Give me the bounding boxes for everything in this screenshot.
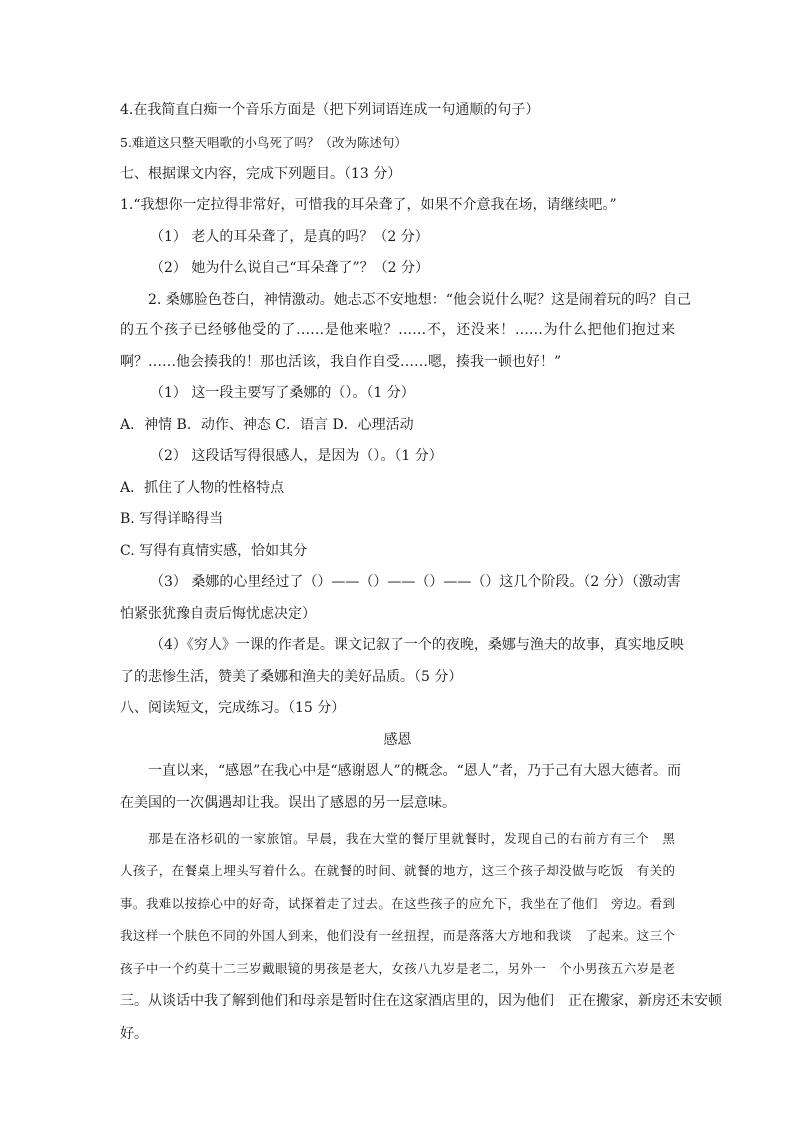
passage-para2-line3: 事。我难以按捺心中的好奇，试探着走了过去。在这些孩子的应允下，我坐在了他们 旁边。看到: [120, 896, 675, 911]
s7-q2-passage-line2: 的五个孩子已经够他受的了……是他来啦？……不，还没来！……为什么把他们抱过来: [120, 322, 675, 338]
s7-q1-sub2: （2） 她为什么说自己“耳朵聋了”？（2 分）: [150, 260, 430, 276]
passage-para2-line5: 孩子中一个约莫十二三岁戴眼镜的男孩是老大，女孩八九岁是老二，另外一 个小男孩五六岁是老: [120, 961, 675, 976]
passage-para1-line2: 在美国的一次偶遇却让我。误出了感恩的另一层意味。: [120, 795, 456, 811]
section-7-heading: 七、根据课文内容，完成下列题目。（13 分）: [120, 166, 402, 182]
s7-q2-passage-line3: 啊？……他会揍我的！那也活该，我自作自受……嗯，揍我一顿也好！”: [120, 354, 562, 370]
s7-q2-sub4-line1: （4）《穷人》一课的作者是。课文记叙了一个的夜晚，桑娜与渔夫的故事，真实地反映: [150, 637, 684, 653]
s7-q2-passage-line1: 2. 桑娜脸色苍白，神情激动。她忐忑不安地想：“他会说什么呢？这是闹着玩的吗？自己: [148, 292, 691, 308]
passage-para1-line1: 一直以来，“感恩”在我心中是“感谢恩人”的概念。“恩人”者，乃于己有大恩大德者。而: [148, 763, 681, 779]
s7-q1-sub1: （1） 老人的耳朵聋了，是真的吗？（2 分）: [150, 229, 429, 245]
passage-para2-line1: 那是在洛杉矶的一家旅馆。早晨，我在大堂的餐厅里就餐时，发现自己的右前方有三个 黑: [148, 831, 675, 846]
passage-para2-line7: 好。: [120, 1026, 148, 1042]
s7-q2-sub3-line1: （3） 桑娜的心里经过了（）——（）——（）——（）这几个阶段。（2 分）（激动害: [150, 574, 681, 590]
s7-q2-sub2-option-b: B. 写得详略得当: [120, 511, 224, 527]
passage-para2-line4: 我这样一个肤色不同的外国人到来，他们没有一丝扭捏，而是落落大方地和我谈 了起来。这三个: [120, 928, 675, 943]
s7-q2-sub1-options: A．神情 B．动作、神态 C．语言 D．心理活动: [120, 417, 414, 433]
s7-q2-sub1: （1） 这一段主要写了桑娜的（）。（1 分）: [150, 385, 415, 401]
s7-q2-sub2-option-c: C. 写得有真情实感，恰如其分: [120, 543, 308, 559]
s7-q2-sub2-option-a: A．抓住了人物的性格特点: [120, 480, 285, 496]
section-8-heading: 八、阅读短文，完成练习。（15 分）: [120, 700, 346, 716]
question-5: 5.难道这只整天唱歌的小鸟死了吗？（改为陈述句）: [120, 135, 407, 150]
s7-q2-sub4-line2: 了的悲惨生活，赞美了桑娜和渔夫的美好品质。（5 分）: [120, 669, 463, 685]
passage-para2-line2: 人孩子，在餐桌上埋头写着什么。在就餐的时间、就餐的地方，这三个孩子却没做与吃饭 有关的: [120, 863, 675, 878]
passage-para2-line6: 三。从谈话中我了解到他们和母亲是暂时住在这家酒店里的，因为他们 正在搬家，新房还未安顿: [120, 993, 722, 1009]
passage-title: 感恩: [383, 732, 412, 748]
s7-q2-sub2: （2） 这段话写得很感人，是因为（）。（1 分）: [150, 448, 443, 464]
s7-q2-sub3-line2: 怕紧张犹豫自责后悔忧虑决定）: [120, 606, 316, 622]
question-4: 4.在我简直白痴一个音乐方面是（把下列词语连成一句通顺的句子）: [120, 102, 540, 118]
s7-q1-quote: 1.“我想你一定拉得非常好，可惜我的耳朵聋了，如果不介意我在场，请继续吧。”: [120, 197, 617, 213]
